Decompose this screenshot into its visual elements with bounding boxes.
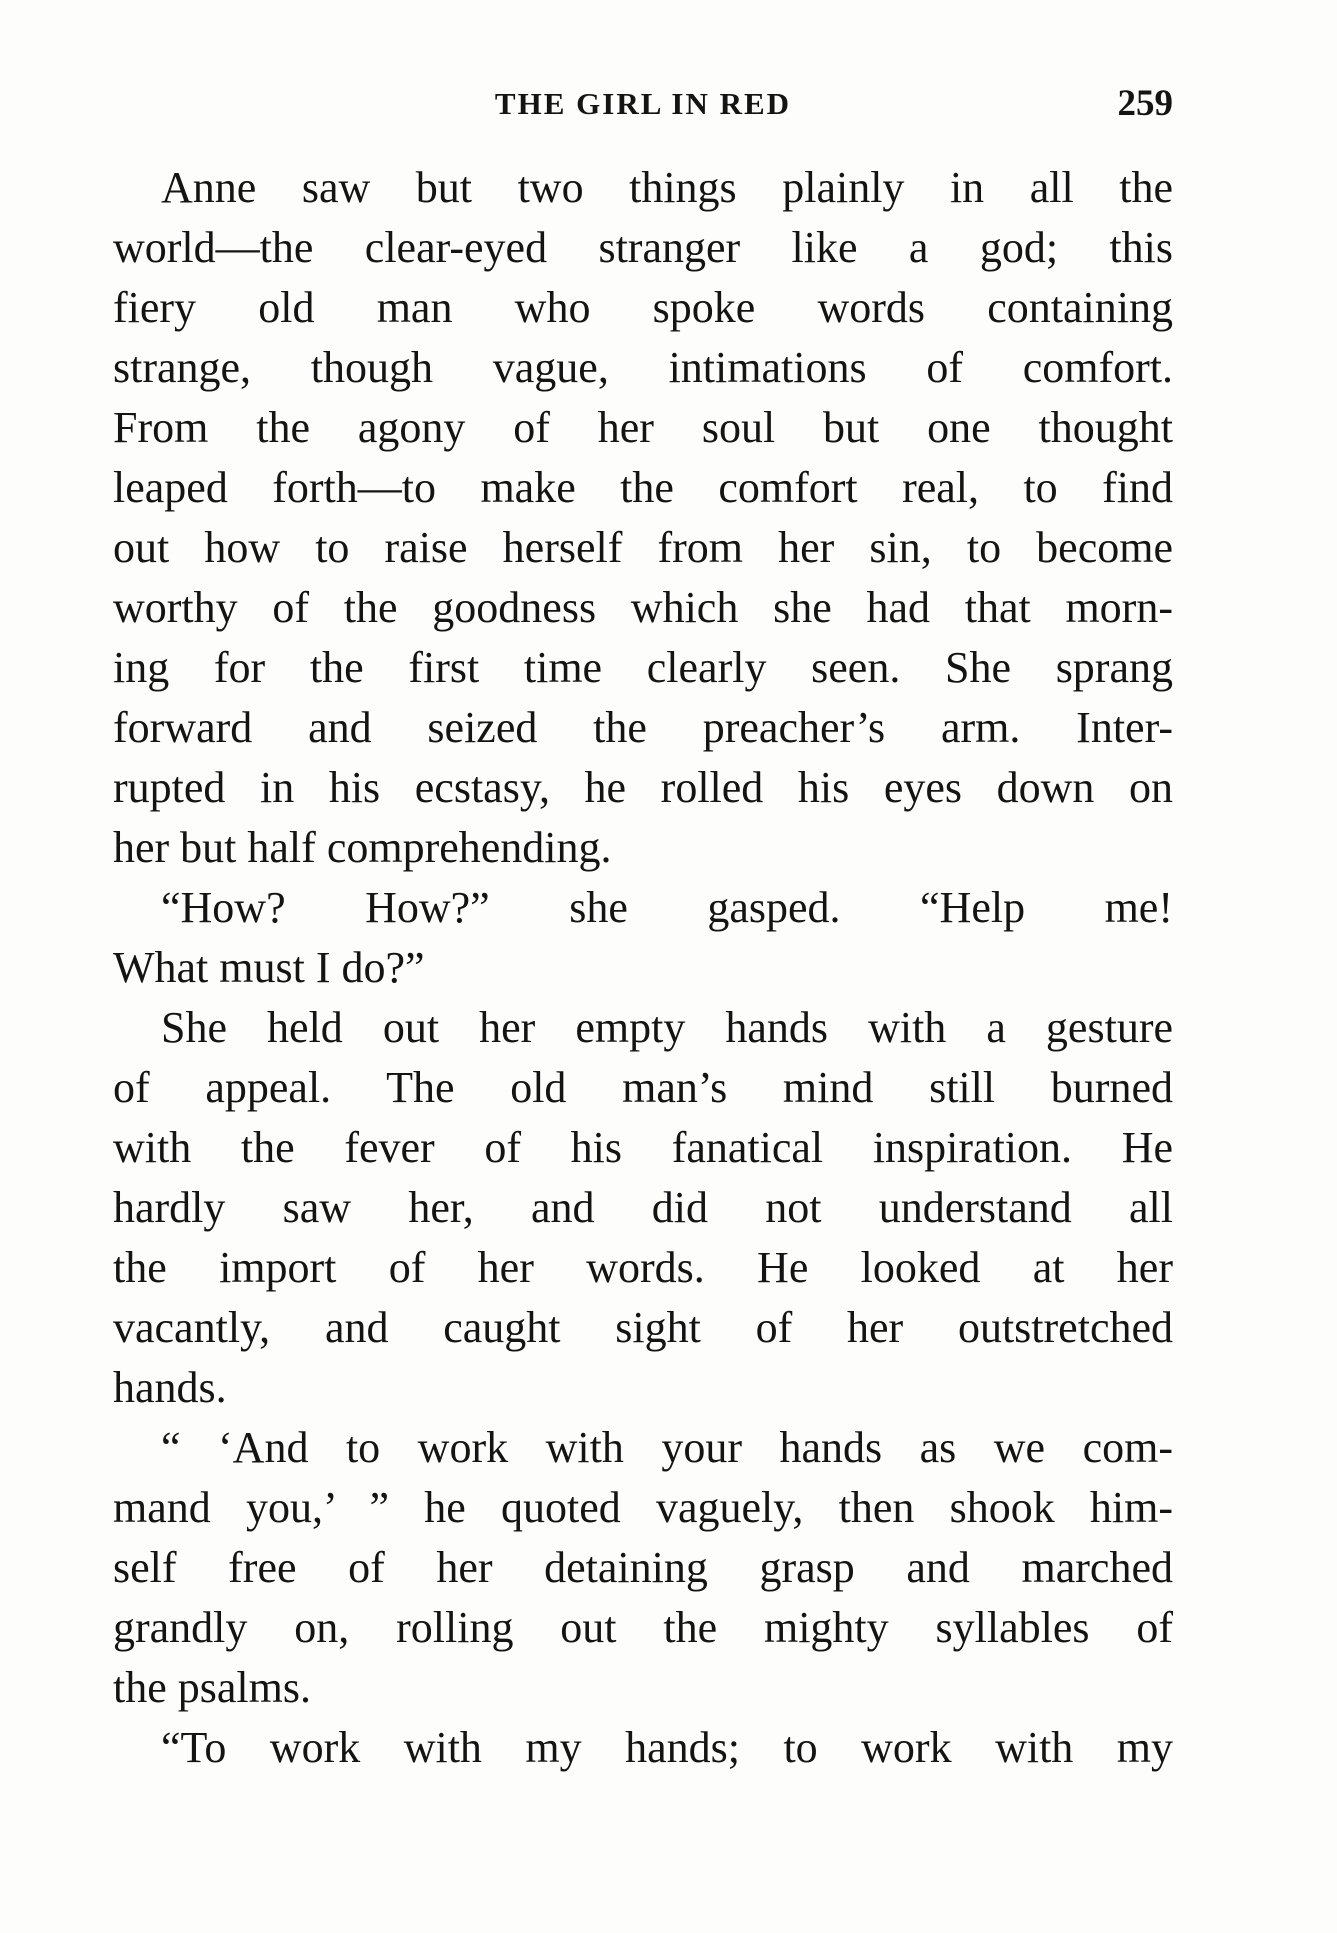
text-line: hardly saw her, and did not understand all xyxy=(113,1183,1173,1232)
body-text xyxy=(113,158,1173,1778)
text-line: “ ‘And to work with your hands as we com- xyxy=(161,1423,1173,1472)
text-line: with the fever of his fanatical inspiration. He xyxy=(113,1123,1173,1172)
text-line: mand you,’ ” he quoted vaguely, then shook him- xyxy=(113,1483,1173,1532)
text-line: of appeal. The old man’s mind still burned xyxy=(113,1063,1173,1112)
text-line: the import of her words. He looked at her xyxy=(113,1243,1173,1292)
text-line: leaped forth—to make the comfort real, to find xyxy=(113,463,1173,512)
text-line: vacantly, and caught sight of her outstretched xyxy=(113,1303,1173,1352)
text-line: “To work with my hands; to work with my xyxy=(161,1723,1173,1772)
running-head xyxy=(113,82,1173,122)
text-line: ing for the first time clearly seen. She sprang xyxy=(113,643,1173,692)
text-line: grandly on, rolling out the mighty syllables of xyxy=(113,1603,1173,1652)
text-line: world—the clear-eyed stranger like a god; this xyxy=(113,223,1173,272)
text-line: hands. xyxy=(113,1363,227,1412)
text-line: What must I do?” xyxy=(113,943,425,992)
text-line: “How? How?” she gasped. “Help me! xyxy=(161,883,1173,932)
text-line: From the agony of her soul but one thought xyxy=(113,403,1173,452)
text-line: out how to raise herself from her sin, to become xyxy=(113,523,1173,572)
page-number: 259 xyxy=(1117,83,1173,124)
text-line: forward and seized the preacher’s arm. Inter- xyxy=(113,703,1173,752)
text-line: the psalms. xyxy=(113,1663,311,1712)
running-title: THE GIRL IN RED xyxy=(494,86,792,121)
text-line: rupted in his ecstasy, he rolled his eyes down on xyxy=(113,763,1173,812)
text-line: strange, though vague, intimations of comfort. xyxy=(113,343,1173,392)
text-line: her but half comprehending. xyxy=(113,823,612,872)
text-line: worthy of the goodness which she had that morn- xyxy=(113,583,1173,632)
text-line: self free of her detaining grasp and marched xyxy=(113,1543,1173,1592)
text-line: She held out her empty hands with a gesture xyxy=(161,1003,1173,1052)
text-line: Anne saw but two things plainly in all the xyxy=(161,163,1173,212)
text-line: fiery old man who spoke words containing xyxy=(113,283,1173,332)
